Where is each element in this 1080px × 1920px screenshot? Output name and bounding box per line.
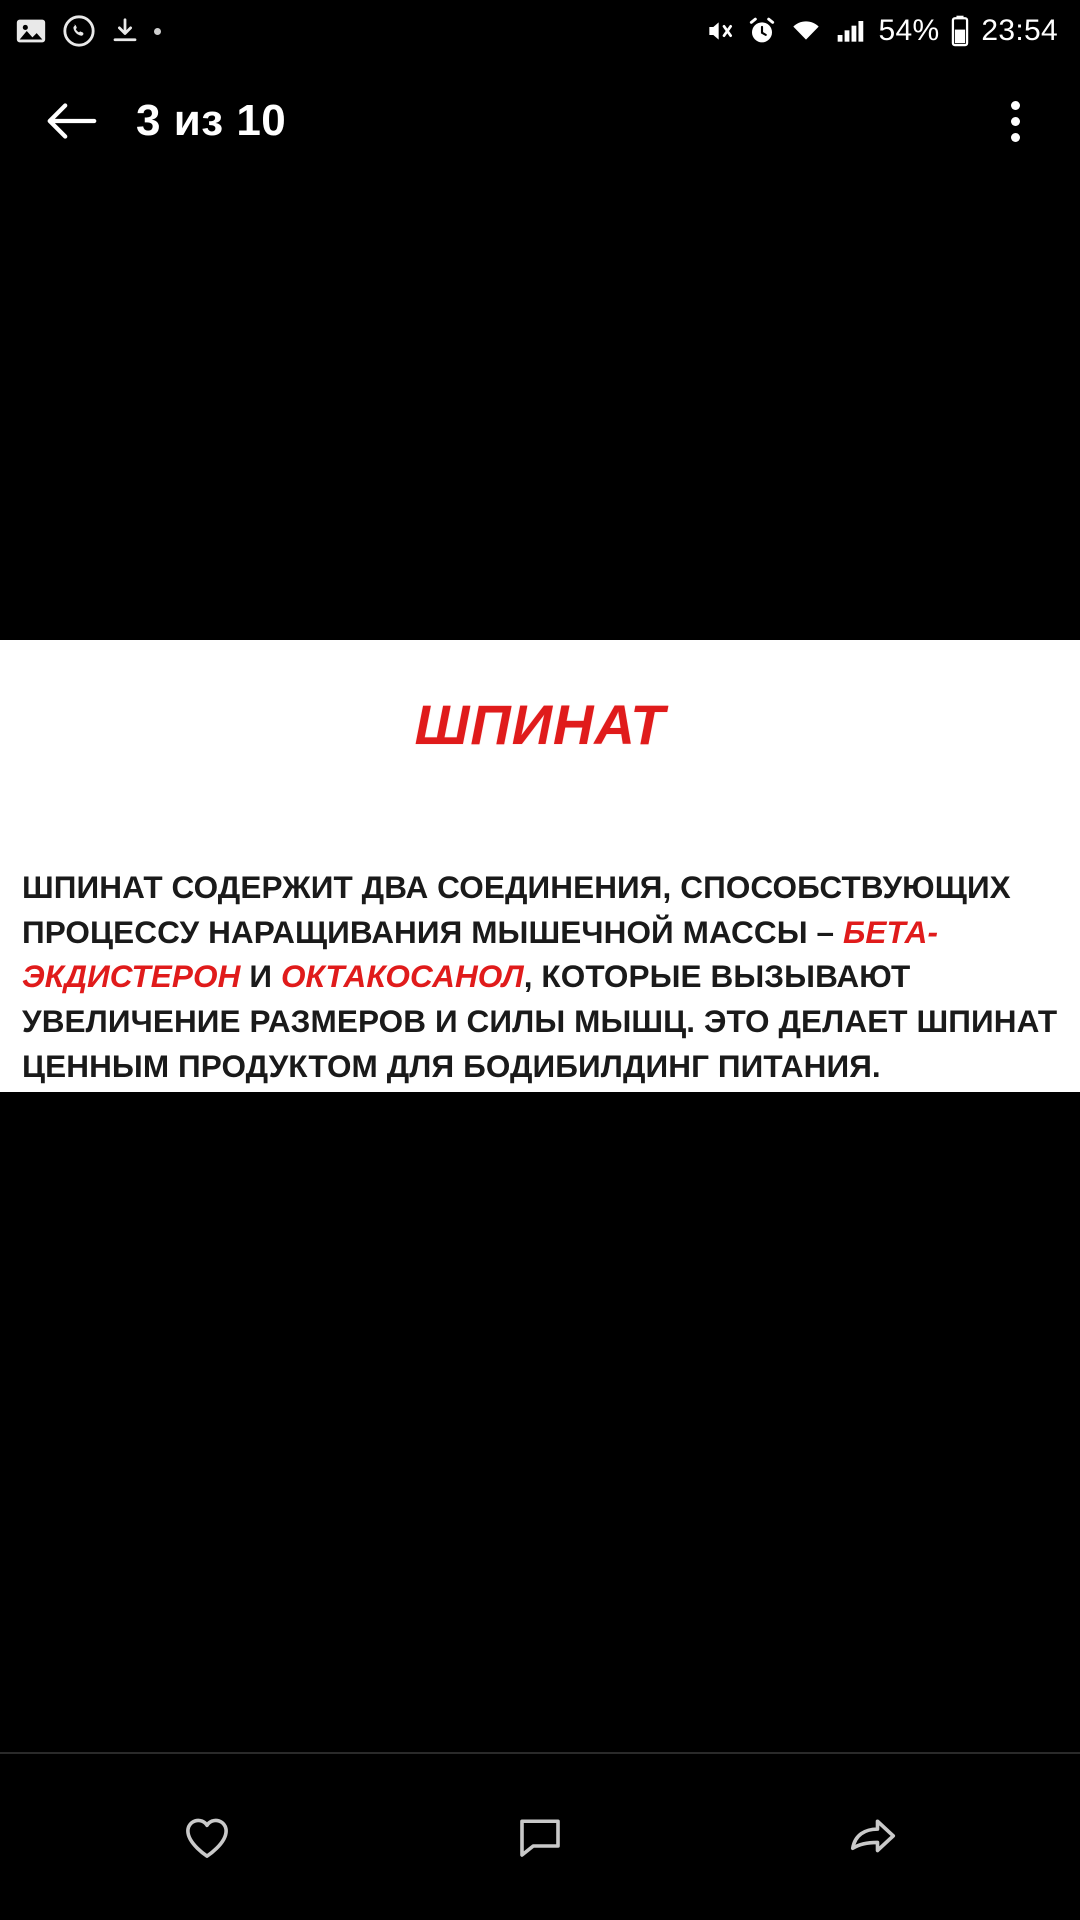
infographic-body: [0, 757, 1080, 1089]
heart-icon[interactable]: [132, 1782, 282, 1892]
battery-icon: [949, 14, 971, 48]
status-bar: [0, 0, 1080, 62]
download-icon: [110, 14, 140, 48]
infographic-card: [0, 640, 1080, 1092]
back-arrow-icon[interactable]: [34, 84, 108, 158]
infographic-paragraph: [22, 865, 1058, 1089]
infographic-title: ШПИНАТ: [414, 693, 666, 756]
status-bar-right: [704, 14, 1058, 48]
comment-icon[interactable]: [465, 1782, 615, 1892]
image-viewer-content[interactable]: [0, 180, 1080, 1752]
mute-icon: [704, 15, 736, 47]
overflow-menu-icon[interactable]: [980, 84, 1050, 158]
status-bar-left: [14, 14, 161, 48]
page-title: 3 из 10: [136, 96, 287, 145]
alarm-icon: [746, 15, 778, 47]
letterbox-top: [0, 180, 1080, 640]
photo-icon: [14, 14, 48, 48]
action-bar: [0, 1752, 1080, 1920]
infographic-title-wrap: [0, 640, 1080, 757]
highlight-octacosanol: ОКТАКОСАНОЛ: [280, 958, 524, 995]
more-dot-icon: [154, 28, 161, 35]
infographic-inner: [0, 640, 1080, 1089]
wifi-icon: [788, 15, 824, 47]
whatsapp-icon: [62, 14, 96, 48]
highlight-beta-ecdysterone: БЕТА-ЭКДИСТЕРОН: [22, 913, 939, 995]
battery-percent: 54%: [878, 14, 940, 47]
share-arrow-icon[interactable]: [798, 1782, 948, 1892]
clock-time: 23:54: [981, 14, 1058, 47]
paragraph-part-1: ШПИНАТ СОДЕРЖИТ ДВА СОЕДИНЕНИЯ, СПОСОБСТВУЮЩИХ ПРОЦЕССУ НАРАЩИВАНИЯ МЫШЕЧНОЙ МАССЫ –: [22, 869, 1011, 950]
paragraph-part-2: И: [240, 958, 281, 995]
signal-icon: [834, 15, 868, 47]
app-bar: [0, 62, 1080, 180]
paragraph-part-3: , КОТОРЫЕ ВЫЗЫВАЮТ УВЕЛИЧЕНИЕ РАЗМЕРОВ И СИЛЫ МЫШЦ. ЭТО ДЕЛАЕТ ШПИНАТ ЦЕННЫМ ПРОДУКТОМ ДЛЯ БОДИБИЛДИНГ ПИТАНИЯ.: [22, 958, 1058, 1084]
